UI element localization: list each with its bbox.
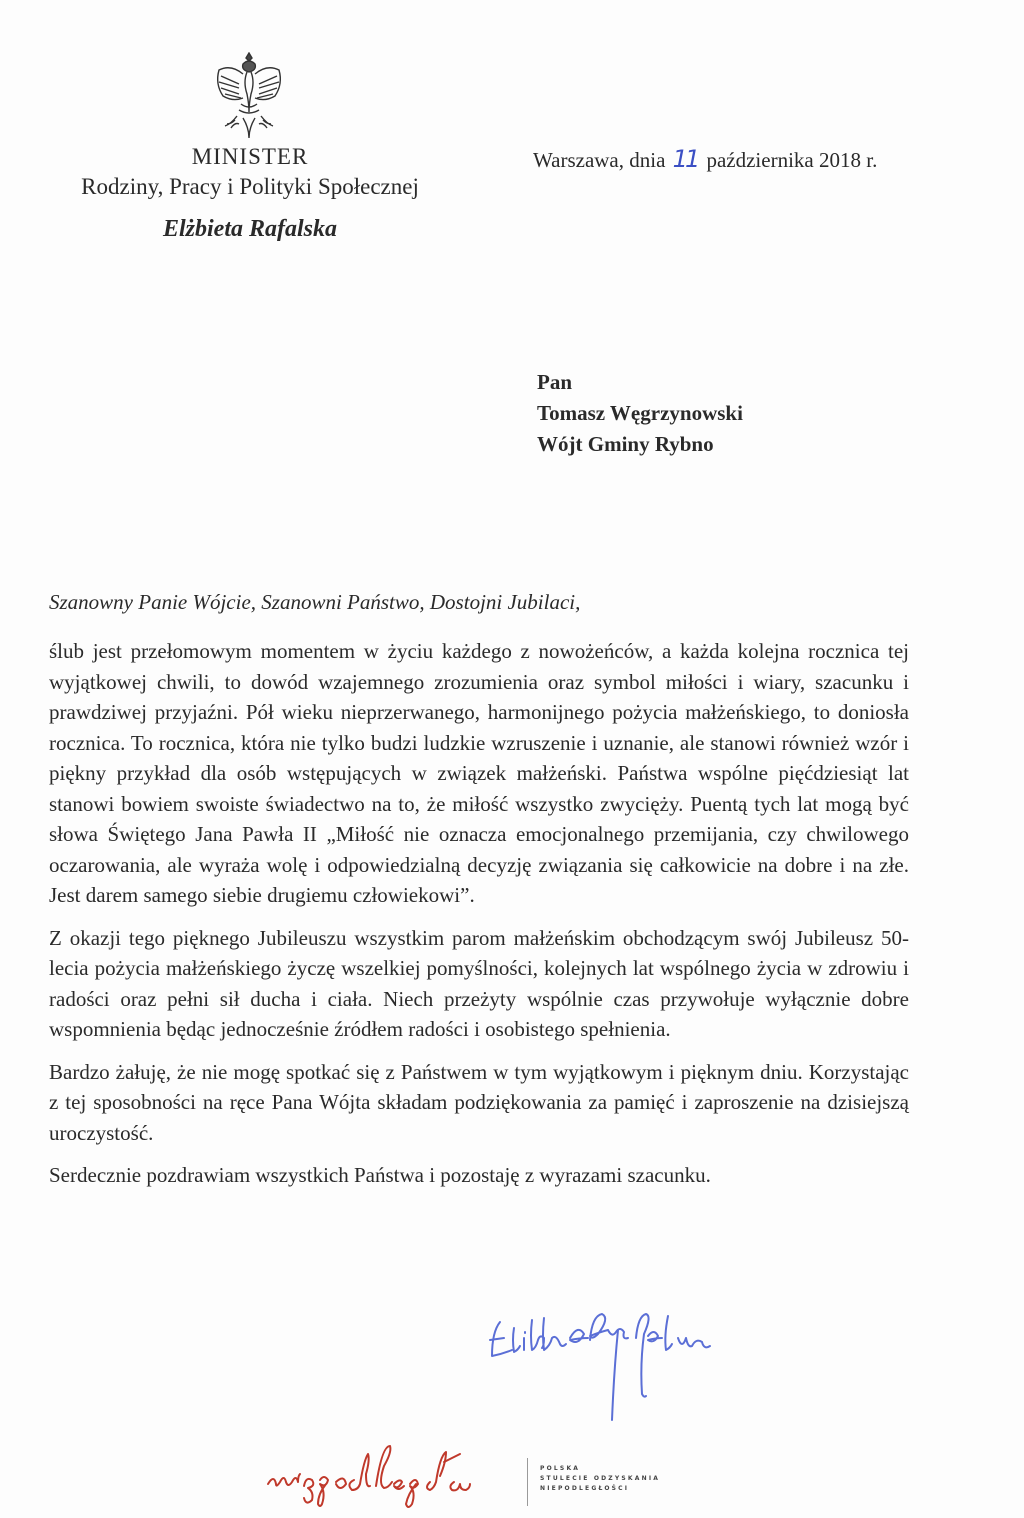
- recipient-title: Pan: [537, 370, 573, 394]
- footer-line-2: STULECIE ODZYSKANIA: [540, 1475, 661, 1482]
- polish-eagle-emblem-icon: [213, 52, 285, 142]
- paragraph: ślub jest przełomowym momentem w życiu każdego z nowożeńców, a każda kolejna rocznica tej wyjątkowej chwili, to dowód wzajemnego zrozumienia oraz symbol miłości i wiary, szacunku i prawdziwej przyjaźni. Pół wieku nieprzerwanego, harmonijnego pożycia małżeńskiego, to doniosła rocznica. To rocznica, która nie tylko budzi ludzkie wzruszenie i uznanie, ale stanowi również wzór i piękny przykład dla osób wstępujących w związek małżeński. Państwa wspólne pięćdziesiąt lat stanowi bowiem swoiste świadectwo na to, że miłość wszystko zwycięży. Puentą tych lat mogą być słowa Świętego Jana Pawła II „Miłość nie oznacza emocjonalnego przemijania, czy chwilowego oczarowania, ale wyraża wolę i odpowiedzialną decyzję związania się całkowicie na dobre i na złe. Jest darem samego siebie drugiemu człowiekowi”.: [49, 639, 909, 907]
- date-line: [533, 145, 877, 173]
- paragraph: Serdecznie pozdrawiam wszystkich Państwa i pozostaję z wyrazami szacunku.: [49, 1163, 711, 1187]
- handwritten-signature-icon: [478, 1308, 768, 1428]
- letterhead: [40, 142, 460, 244]
- letterhead-person: Elżbieta Rafalska: [162, 216, 337, 242]
- footer-line-3: NIEPODLEGŁOŚCI: [540, 1485, 630, 1492]
- salutation: Szanowny Panie Wójcie, Szanowni Państwo, Dostojni Jubilaci,: [49, 590, 581, 614]
- letter-body: [49, 636, 909, 1203]
- paragraph: Bardzo żałuję, że nie mogę spotkać się z Państwem w tym wyjątkowym i pięknym dniu. Korzystając z tej sposobności na ręce Pana Wójta składam podziękowania za pamięć i zaproszenie na dzisiejszą uroczystość.: [49, 1059, 909, 1145]
- paragraph: Z okazji tego pięknego Jubileuszu wszystkim parom małżeńskim obchodzącym swój Jubileusz 50-lecia pożycia małżeńskiego życzę wszelkiej pomyślności, kolejnych lat wspólnego życia w zdrowiu i radości oraz pełni sił ducha i ciała. Niech przeżyty wspólnie czas przywołuje wyłącznie dobre wspomnienia będąc jednocześnie źródłem radości i osobistego spełnienia.: [49, 925, 909, 1041]
- footer-divider: [527, 1458, 528, 1506]
- handwritten-day: 11: [672, 145, 698, 173]
- niepodlegla-script-logo-icon: [258, 1440, 528, 1510]
- letterhead-title: MINISTER: [191, 144, 309, 169]
- recipient-block: [537, 367, 743, 460]
- footer-line-1: POLSKA: [540, 1465, 581, 1472]
- letterhead-ministry: Rodziny, Pracy i Polityki Społecznej: [81, 174, 419, 199]
- date-prefix: Warszawa, dnia: [533, 148, 666, 172]
- date-suffix: października 2018 r.: [706, 148, 878, 172]
- recipient-position: Wójt Gminy Rybno: [537, 432, 714, 456]
- footer-text: [540, 1464, 660, 1494]
- recipient-name: Tomasz Węgrzynowski: [537, 401, 743, 425]
